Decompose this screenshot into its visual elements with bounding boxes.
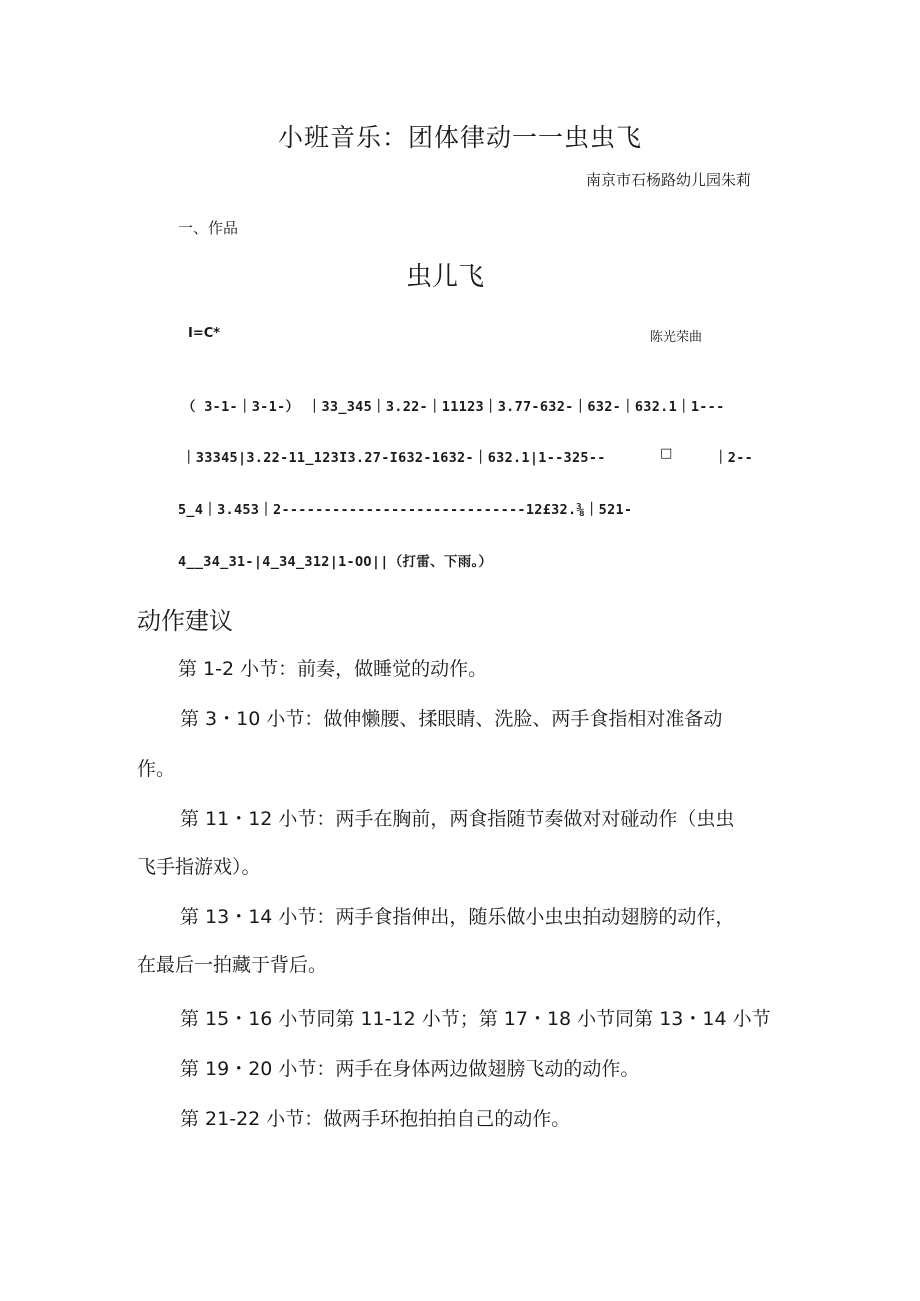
suggestion-item-continued: 在最后一拍藏于背后。: [137, 954, 328, 976]
section-label: 一、作品: [178, 219, 239, 237]
suggestion-item: 第 1-2 小节：前奏，做睡觉的动作。: [178, 658, 488, 680]
suggestion-item: 第 3・10 小节：做伸懒腰、揉眼睛、洗脸、两手食指相对准备动: [180, 708, 723, 730]
key-signature: I=C*: [188, 326, 221, 341]
song-title: 虫儿飞: [405, 262, 484, 292]
suggestion-item: 第 15・16 小节同第 11-12 小节；第 17・18 小节同第 13・14 小节: [180, 1008, 771, 1030]
suggestions-heading: 动作建议: [137, 607, 233, 635]
score-line-2: ｜33345|3.22-11_123I3.27-I632-1632-｜632.1|1--325--: [182, 450, 606, 466]
suggestion-item: 第 11・12 小节：两手在胸前，两食指随节奏做对对碰动作（虫虫: [180, 808, 735, 830]
suggestion-item-continued: 飞手指游戏）。: [137, 856, 261, 878]
score-line-2-end: ｜2--: [714, 450, 754, 466]
suggestion-item-continued: 作。: [137, 758, 176, 780]
score-line-4: 4__34_31-|4_34_312|1-OO||（打雷、下雨。）: [178, 554, 493, 570]
composer: 陈光荣曲: [650, 330, 703, 345]
suggestion-item: 第 21-22 小节：做两手环抱拍拍自己的动作。: [180, 1108, 571, 1130]
score-line-3: 5_4｜3.453｜2-----------------------------12£32.⅜｜521-: [178, 502, 633, 518]
suggestion-item: 第 19・20 小节：两手在身体两边做翅膀飞动的动作。: [180, 1058, 640, 1080]
score-placeholder-box: □: [660, 446, 673, 461]
document-title: 小班音乐：团体律动一一虫虫飞: [277, 123, 642, 152]
suggestion-item: 第 13・14 小节：两手食指伸出，随乐做小虫虫拍动翅膀的动作，: [180, 906, 735, 928]
author-line: 南京市石杨路幼儿园朱莉: [585, 171, 751, 189]
score-line-1: （ 3-1-｜3-1-） ｜33_345｜3.22-｜11123｜3.77-632-｜632-｜632.1｜1---: [182, 399, 725, 415]
